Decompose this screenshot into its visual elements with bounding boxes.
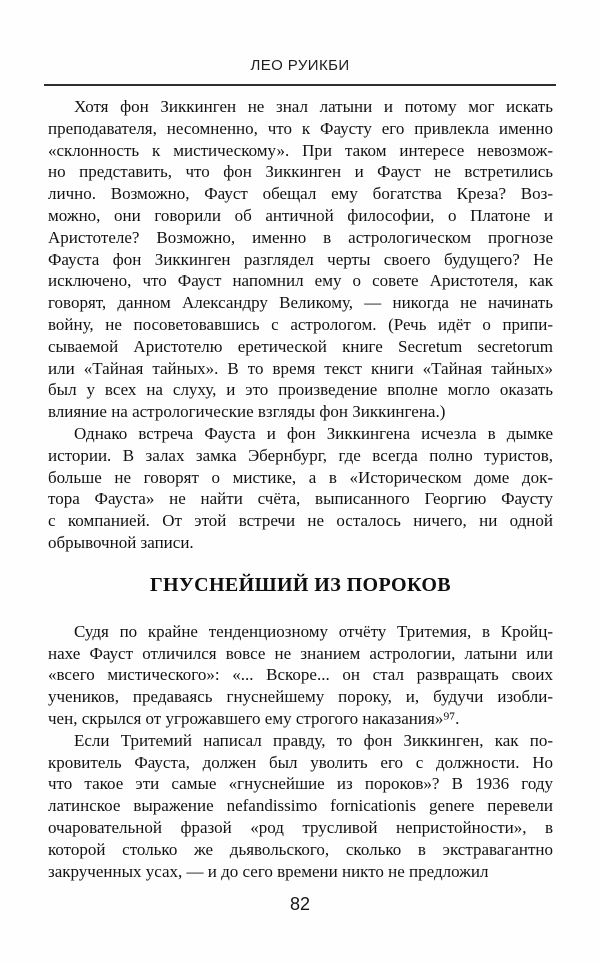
text-line: что такое эти самые «гнуснейшие из пороков»? В 1936 году [48, 774, 553, 794]
text-line: лично. Возможно, Фауст обещал ему богатства Креза? Воз- [48, 184, 553, 204]
text-line: войну, не посоветовавшись с астрологом. (Речь идёт о припи- [48, 314, 553, 334]
text-line: больше не говорят о мистике, а в «Историческом доме док- [48, 467, 553, 487]
text-line: преподавателя, несомненно, что к Фаусту его привлекла именно [48, 118, 553, 138]
text-line: Если Тритемий написал правду, то фон Зиккинген, как по- [74, 730, 553, 750]
text-line: «склонность к мистическому». При таком интересе невозмож- [48, 140, 553, 160]
text-line: или «Тайная тайных». В то время текст книги «Тайная тайных» [48, 358, 553, 378]
text-line: Аристотеле? Возможно, именно в астрологическом прогнозе [48, 227, 553, 247]
text-column [48, 96, 553, 882]
text-line: влияние на астрологические взгляды фон Зиккингена.) [48, 402, 446, 422]
text-line: нахе Фауст отличился вовсе не знанием астрологии, латыни или [48, 643, 553, 663]
text-line: обрывочной записи. [48, 532, 194, 552]
paragraph [48, 423, 553, 554]
paragraph [48, 96, 553, 423]
header-rule [44, 84, 556, 86]
text-line: был у всех на слуху, и это произведение вполне могло оказать [48, 380, 553, 400]
text-line: но представить, что фон Зиккинген и Фауст не встретились [48, 162, 553, 182]
page-number: 82 [289, 894, 311, 914]
text-line: закрученных усах, — и до сего времени никто не предложил [48, 861, 489, 881]
text-line: тора Фауста» не найти счёта, выписанного Георгию Фаусту [48, 489, 553, 509]
paragraph [48, 730, 553, 883]
text-line: «всего мистического»: «... Вскоре... он стал развращать своих [48, 665, 553, 685]
text-line: очаровательной фразой «род трусливой непристойности», в [48, 817, 553, 837]
text-line: с компанией. От этой встречи не осталось ничего, ни одной [48, 511, 553, 531]
text-line: говорят, данном Александру Великому, — никогда не начинать [48, 293, 553, 313]
text-line: Фауста фон Зиккинген разглядел черты своего будущего? Не [48, 249, 553, 269]
text-line: Судя по крайне тенденциозному отчёту Тритемия, в Кройц- [74, 621, 553, 641]
text-line: Хотя фон Зиккинген не знал латыни и потому мог искать [74, 97, 553, 116]
text-line: учеников, предаваясь гнуснейшему пороку, и, будучи изобли- [48, 687, 553, 707]
text-line: Однако встреча Фауста и фон Зиккингена исчезла в дымке [74, 423, 553, 443]
text-line: исключено, что Фауст напомнил ему о совете Аристотеля, как [48, 271, 553, 291]
paragraph [48, 621, 553, 730]
running-title: ЛЕО РУИКБИ [250, 57, 350, 74]
section-heading: ГНУСНЕЙШИЙ ИЗ ПОРОКОВ [149, 573, 452, 596]
text-line: чен, скрылся от угрожавшего ему строгого наказания»⁹⁷. [48, 708, 460, 728]
text-line: которой столько же дьявольского, сколько в экстравагантно [48, 839, 553, 859]
text-line: сываемой Аристотелю еретической книге Secretum secretorum [48, 336, 553, 356]
text-line: истории. В залах замка Эбернбург, где всегда полно туристов, [48, 445, 553, 465]
text-line: кровитель Фауста, должен был уволить его с должности. Но [48, 752, 553, 772]
text-line: латинское выражение nefandissimo fornicationis genere перевели [48, 796, 553, 816]
text-line: можно, они говорили об античной философии, о Платоне и [48, 205, 553, 225]
